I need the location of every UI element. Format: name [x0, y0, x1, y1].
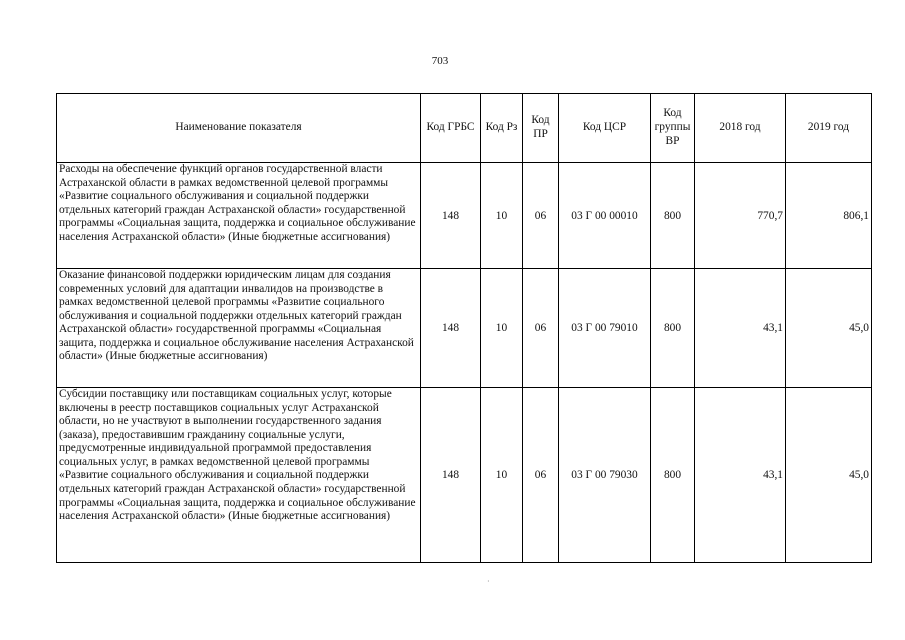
row-2018: 770,7	[695, 163, 786, 269]
row-name: Расходы на обеспечение функций органов государственной власти Астраханской области в рамках ведомственной целевой программы «Развитие социального обслуживания и социальной поддержки отдельных категорий граждан Астраханской области» государственной программы «Социальная защита, поддержка и социальное обслуживание населения Астраханской области» (Иные бюджетные ассигнования)	[57, 163, 421, 269]
page-number: 703	[431, 55, 449, 67]
row-csr: 03 Г 00 00010	[559, 163, 651, 269]
table-row	[57, 388, 872, 563]
row-name: Оказание финансовой поддержки юридическим лицам для создания современных условий для адаптации инвалидов на производстве в рамках ведомственной целевой программы «Развитие социального обслуживания и социальной поддержки отдельных категорий граждан Астраханской области» государственной программы «Социальная защита, поддержка и социальное обслуживание населения Астраханской области» (Иные бюджетные ассигнования)	[57, 269, 421, 388]
row-grbs: 148	[421, 269, 481, 388]
row-rz: 10	[481, 269, 523, 388]
header-pr: Код ПР	[523, 94, 559, 163]
row-pr: 06	[523, 163, 559, 269]
row-2018: 43,1	[695, 269, 786, 388]
row-2019: 45,0	[786, 269, 872, 388]
row-pr: 06	[523, 388, 559, 563]
row-2019: 45,0	[786, 388, 872, 563]
row-rz: 10	[481, 163, 523, 269]
row-vr: 800	[651, 388, 695, 563]
row-rz: 10	[481, 388, 523, 563]
header-grbs: Код ГРБС	[421, 94, 481, 163]
row-grbs: 148	[421, 163, 481, 269]
header-rz: Код Рз	[481, 94, 523, 163]
table-row	[57, 163, 872, 269]
row-grbs: 148	[421, 388, 481, 563]
row-csr: 03 Г 00 79030	[559, 388, 651, 563]
row-name: Субсидии поставщику или поставщикам социальных услуг, которые включены в реестр поставщиков социальных услуг Астраханской области, но не участвуют в выполнении государственного задания (заказа), предоставившим гражданину социальные услуги, предусмотренные индивидуальной программой предоставления социальных услуг, в рамках ведомственной целевой программы «Развитие социального обслуживания и социальной поддержки отдельных категорий граждан Астраханской области» государственной программы «Социальная защита, поддержка и социальное обслуживание населения Астраханской области» (Иные бюджетные ассигнования)	[57, 388, 421, 563]
header-name: Наименование показателя	[57, 94, 421, 163]
header-vr: Код группы ВР	[651, 94, 695, 163]
row-2019: 806,1	[786, 163, 872, 269]
row-vr: 800	[651, 269, 695, 388]
row-pr: 06	[523, 269, 559, 388]
scan-mark: ·	[487, 577, 490, 586]
header-2019: 2019 год	[786, 94, 872, 163]
header-csr: Код ЦСР	[559, 94, 651, 163]
table-header-row	[57, 94, 872, 163]
row-vr: 800	[651, 163, 695, 269]
row-csr: 03 Г 00 79010	[559, 269, 651, 388]
budget-table	[56, 93, 872, 563]
header-2018: 2018 год	[695, 94, 786, 163]
row-2018: 43,1	[695, 388, 786, 563]
table-row	[57, 269, 872, 388]
